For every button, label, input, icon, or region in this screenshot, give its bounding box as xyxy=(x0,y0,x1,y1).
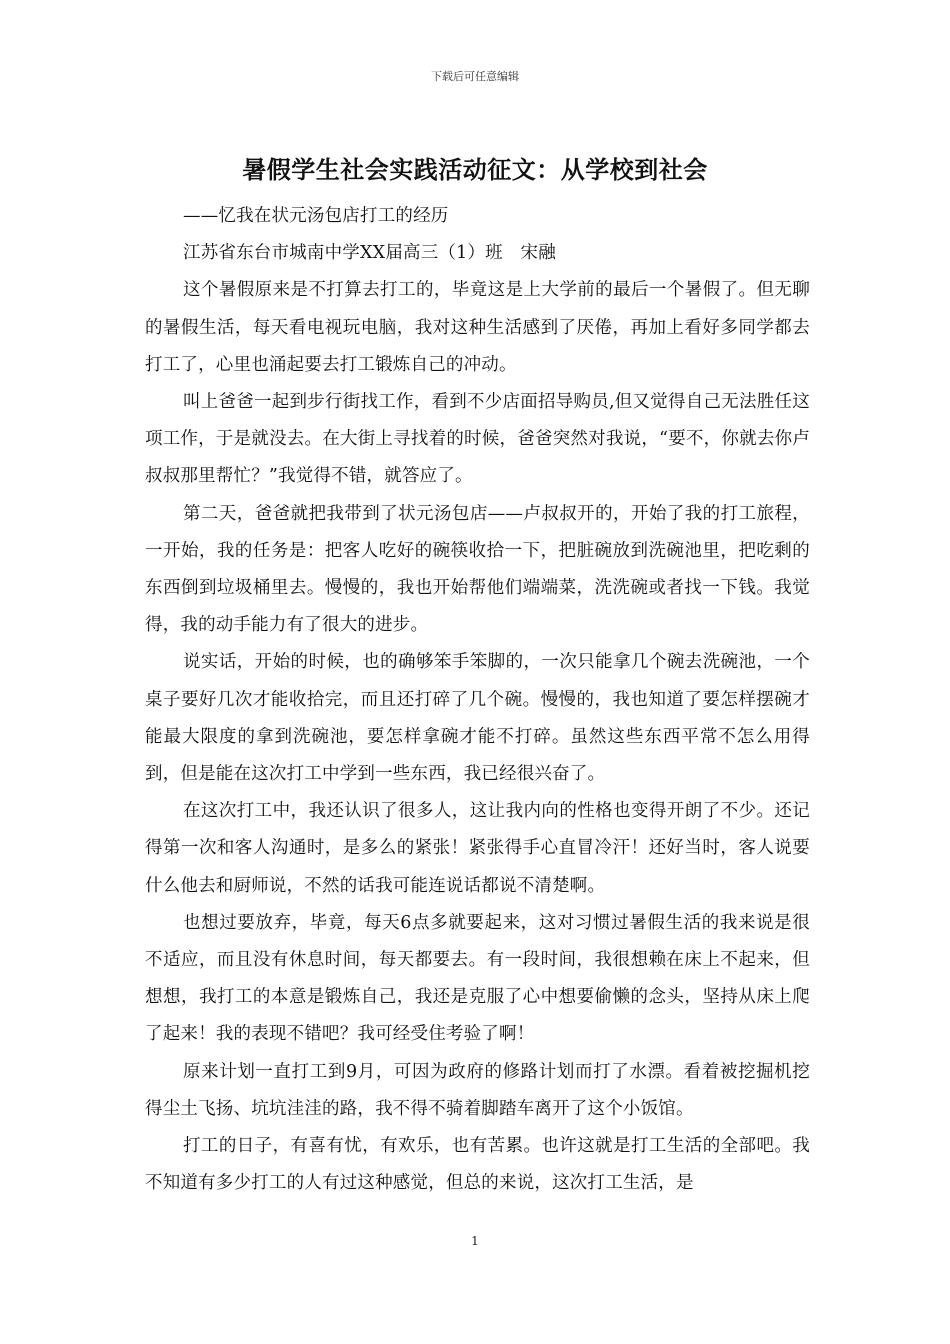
paragraph-4: 说实话，开始的时候，也的确够笨手笨脚的，一次只能拿几个碗去洗碗池，一个桌子要好几次才能收拾完，而且还打碎了几个碗。慢慢的，我也知道了要怎样摆碗才能最大限度的拿到洗碗池，要怎样拿碗才能不打碎。虽然这些东西平常不怎么用得到，但是能在这次打工中学到一些东西，我已经很兴奋了。 xyxy=(145,652,810,785)
author-line: 江苏省东台市城南中学XX届高三（1）班 宋融 xyxy=(183,243,556,264)
subtitle: ——忆我在状元汤包店打工的经历 xyxy=(183,206,449,226)
paragraph-6: 也想过要放弃，毕竟，每天6点多就要起来，这对习惯过暑假生活的我来说是很不适应，而且没有休息时间，每天都要去。有一段时间，我很想赖在床上不起来，但想想，我打工的本意是锻炼自己，我还是克服了心中想要偷懒的念头，坚持从床上爬了起来！我的表现不错吧？我可经受住考验了啊！ xyxy=(145,912,810,1045)
paragraph-7: 原来计划一直打工到9月，可因为政府的修路计划而打了水漂。看着被挖掘机挖得尘土飞扬、坑坑洼洼的路，我不得不骑着脚踏车离开了这个小饭馆。 xyxy=(145,1061,810,1119)
paragraph-8: 打工的日子，有喜有忧，有欢乐，也有苦累。也许这就是打工生活的全部吧。我不知道有多少打工的人有过这种感觉，但总的来说，这次打工生活，是 xyxy=(145,1136,810,1194)
header-note: 下载后可任意编辑 xyxy=(431,70,519,83)
document-body xyxy=(145,198,810,1202)
page-number: 1 xyxy=(471,1234,479,1248)
paragraph-2: 叫上爸爸一起到步行街找工作，看到不少店面招导购员,但又觉得自己无法胜任这项工作，于是就没去。在大街上寻找着的时候，爸爸突然对我说，“要不，你就去你卢叔叔那里帮忙？”我觉得不错，就答应了。 xyxy=(145,392,810,487)
paragraph-3: 第二天，爸爸就把我带到了状元汤包店——卢叔叔开的，开始了我的打工旅程，一开始，我的任务是：把客人吃好的碗筷收拾一下，把脏碗放到洗碗池里，把吃剩的东西倒到垃圾桶里去。慢慢的，我也开始帮他们端端菜，洗洗碗或者找一下钱。我觉得，我的动手能力有了很大的进步。 xyxy=(145,503,810,636)
paragraph-5: 在这次打工中，我还认识了很多人，这让我内向的性格也变得开朗了不少。还记得第一次和客人沟通时，是多么的紧张！紧张得手心直冒冷汗！还好当时，客人说要什么他去和厨师说，不然的话我可能连说话都说不清楚啊。 xyxy=(145,801,810,896)
paragraph-1: 这个暑假原来是不打算去打工的，毕竟这是上大学前的最后一个暑假了。但无聊的暑假生活，每天看电视玩电脑，我对这种生活感到了厌倦，再加上看好多同学都去打工了，心里也涌起要去打工锻炼自己的冲动。 xyxy=(145,280,810,375)
document-title: 暑假学生社会实践活动征文：从学校到社会 xyxy=(242,156,708,184)
